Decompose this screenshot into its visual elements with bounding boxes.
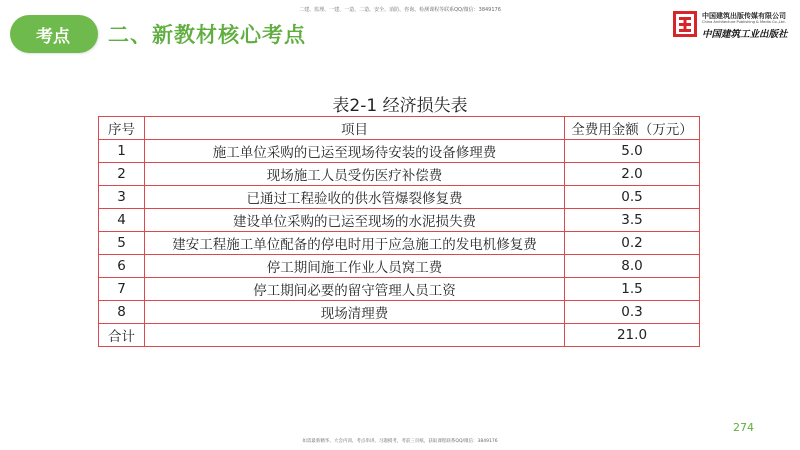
row-no: 7 bbox=[99, 278, 145, 301]
row-no: 6 bbox=[99, 255, 145, 278]
row-item: 建安工程施工单位配备的停电时用于应急施工的发电机修复费 bbox=[145, 232, 565, 255]
row-item: 现场施工人员受伤医疗补偿费 bbox=[145, 163, 565, 186]
total-label: 合计 bbox=[99, 324, 145, 347]
row-no: 2 bbox=[99, 163, 145, 186]
publisher-logo bbox=[672, 8, 790, 42]
publisher-name-cn: 中国建筑出版传媒有限公司 bbox=[702, 12, 786, 20]
topic-badge bbox=[10, 15, 98, 53]
header-no: 序号 bbox=[99, 117, 145, 140]
row-item: 施工单位采购的已运至现场待安装的设备修理费 bbox=[145, 140, 565, 163]
row-no: 5 bbox=[99, 232, 145, 255]
page-number: 274 bbox=[733, 421, 754, 434]
badge-label: 考点 bbox=[36, 26, 70, 47]
header-amount: 全费用金额（万元） bbox=[565, 117, 700, 140]
row-no: 8 bbox=[99, 301, 145, 324]
row-amount: 0.3 bbox=[565, 301, 700, 324]
table-row bbox=[99, 140, 700, 163]
economic-loss-table bbox=[98, 116, 700, 347]
row-amount: 1.5 bbox=[565, 278, 700, 301]
row-no: 3 bbox=[99, 186, 145, 209]
table-total-row bbox=[99, 324, 700, 347]
row-amount: 0.2 bbox=[565, 232, 700, 255]
table-header-row bbox=[99, 117, 700, 140]
publisher-emblem-icon bbox=[672, 10, 698, 38]
bottom-watermark-note: 如需最新精华、大会内训、考点串讲、习题模考，考前三页纸，获取课程联系QQ/微信：3849176 bbox=[302, 439, 498, 444]
row-no: 4 bbox=[99, 209, 145, 232]
row-no: 1 bbox=[99, 140, 145, 163]
table-row bbox=[99, 209, 700, 232]
table-row bbox=[99, 301, 700, 324]
total-amount: 21.0 bbox=[565, 324, 700, 347]
row-amount: 0.5 bbox=[565, 186, 700, 209]
header-item: 项目 bbox=[145, 117, 565, 140]
table-row bbox=[99, 186, 700, 209]
row-item: 已通过工程验收的供水管爆裂修复费 bbox=[145, 186, 565, 209]
table-row bbox=[99, 163, 700, 186]
top-watermark-note: 二建、监理、一建、一造、二造、安全、消防、咨询、检测课程等联系QQ/微信：3849176 bbox=[299, 7, 501, 13]
row-amount: 8.0 bbox=[565, 255, 700, 278]
total-item bbox=[145, 324, 565, 347]
row-item: 停工期间施工作业人员窝工费 bbox=[145, 255, 565, 278]
table-title: 表2-1 经济损失表 bbox=[332, 96, 468, 116]
row-item: 建设单位采购的已运至现场的水泥损失费 bbox=[145, 209, 565, 232]
table-row bbox=[99, 232, 700, 255]
row-item: 停工期间必要的留守管理人员工资 bbox=[145, 278, 565, 301]
row-item: 现场清理费 bbox=[145, 301, 565, 324]
table-row bbox=[99, 255, 700, 278]
row-amount: 2.0 bbox=[565, 163, 700, 186]
row-amount: 5.0 bbox=[565, 140, 700, 163]
publisher-brand: 中国建筑工业出版社 bbox=[702, 29, 788, 40]
table-row bbox=[99, 278, 700, 301]
page-title: 二、新教材核心考点 bbox=[108, 22, 306, 47]
publisher-name-en: China Architecture Publishing & Media Co.,Ltd. bbox=[702, 20, 786, 24]
row-amount: 3.5 bbox=[565, 209, 700, 232]
